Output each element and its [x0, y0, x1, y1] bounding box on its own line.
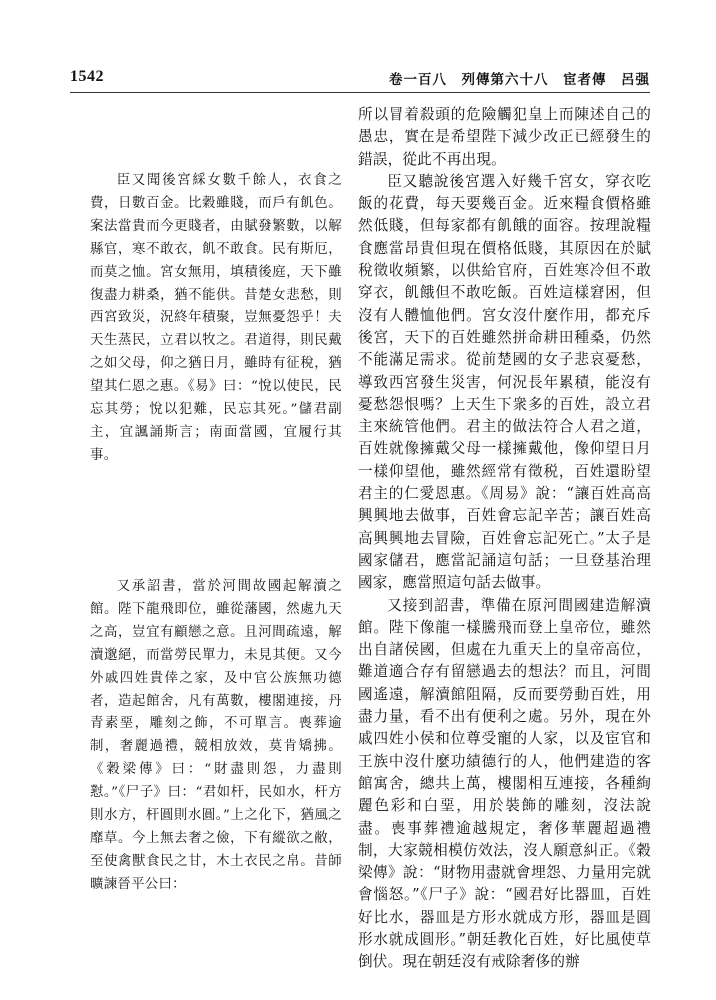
original-text-column-2 [90, 576, 342, 897]
original-text-column-1 [90, 170, 342, 468]
original-paragraph: 又承詔書，當於河間故國起解瀆之館。陛下龍飛即位，雖從藩國，然處九天之高，豈宜有顧戀之意。且河間疏遠，解瀆邈絕，而當勞民單力，未見其便。又今外戚四姓貴倖之家，及中官公族無功德者，造起館舍，凡有萬數，樓閣連接，丹青素堊，雕刻之飾，不可單言。喪葬逾制，奢麗過禮，競相放效，莫肯矯拂。《穀梁傳》曰：“財盡則怨，力盡則懟。”《尸子》曰：“君如杆，民如水，杆方則水方，杆圓則水圓。”上之化下，猶風之靡草。今上無去奢之儉，下有縱欲之敝，至使禽獸食民之甘，木土衣民之帛。昔師曠諫晉平公曰： [90, 579, 342, 892]
page-header [70, 68, 650, 94]
translation-paragraph: 又接到詔書，準備在原河間國建造解瀆館。陛下像龍一樣騰飛而登上皇帝位，雖然出自諸侯國，但處在九重天上的皇帝高位，難道適合存有留戀過去的想法？而且，河間國遙遠，解瀆館阻隔，反而要勞動百姓，用盡力量，看不出有便利之處。另外，現在外戚四姓小侯和位尊受寵的人家，以及宦官和王族中沒什麼功績德行的人，他們建造的客館寓舍，總共上萬，樓閣相互連接，各種絢麗色彩和白堊，用於裝飾的雕刻，沒法說盡。喪事葬禮逾越規定，奢侈華麗超過禮制，大家競相模仿效法，沒人願意糾正。《穀梁傳》說：“財物用盡就會埋怨、力量用完就會惱怒。”《尸子》說：“國君好比器皿，百姓好比水，器皿是方形水就成方形，器皿是圓形水就成圓形。”朝廷教化百姓，好比風使草倒伏。現在朝廷沒有戒除奢侈的辦 [358, 596, 651, 971]
running-head: 卷一百八 列傳第六十八 宦者傳 呂强 [389, 72, 650, 88]
header-rule [70, 92, 650, 93]
translation-column [358, 104, 651, 974]
translation-paragraph: 臣又聽說後宮選入好幾千宮女，穿衣吃飯的花費，每天要幾百金。近來糧食價格雖然低賤，但每家都有飢餓的面容。按理說糧食應當昂貴但現在價格低賤，其原因在於賦稅徵收頻繁，以供給官府，百姓寒冷但不敢穿衣，飢餓但不敢吃飯。百姓這樣窘困，但沒有人體恤他們。宮女沒什麼作用，都充斥後宮，天下的百姓雖然拼命耕田種桑，仍然不能滿足需求。從前楚國的女子悲哀憂愁，導致西宮發生災害，何況長年累積，能沒有憂愁怨恨嗎？上天生下衆多的百姓，設立君主來統管他們。君主的做法符合人君之道，百姓就像擁戴父母一樣擁戴他，像仰望日月一樣仰望他，雖然經常有徵税，百姓還盼望君主的仁愛恩惠。《周易》說：“讓百姓高高興興地去做事，百姓會忘記辛苦；讓百姓高高興興地去冒險，百姓會忘記死亡。”太子是國家儲君，應當記誦這句話；一旦登基治理國家，應當照這句話去做事。 [358, 172, 651, 592]
original-paragraph: 臣又聞後宮綵女數千餘人，衣食之費，日數百金。比穀雖賤，而戶有飢色。案法當貴而今更賤者，由賦發繁數，以解縣官，寒不敢衣，飢不敢食。民有斯厄，而莫之恤。宮女無用，填積後庭，天下雖復盡力耕桑，猶不能供。昔楚女悲愁，則西宮致災，況終年積聚，豈無憂怨乎！夫天生蒸民，立君以牧之。君道得，則民戴之如父母，仰之猶日月，雖時有征稅，猶望其仁恩之惠。《易》曰：“悅以使民，民忘其勞；悅以犯難，民忘其死。”儲君副主，宜諷誦斯言；南面當國，宜履行其事。 [90, 173, 342, 463]
translation-paragraph: 所以冒着殺頭的危險觸犯皇上而陳述自己的愚忠，實在是希望陛下減少改正已經發生的錯誤，從此不再出現。 [358, 106, 651, 168]
page-number: 1542 [70, 68, 104, 85]
